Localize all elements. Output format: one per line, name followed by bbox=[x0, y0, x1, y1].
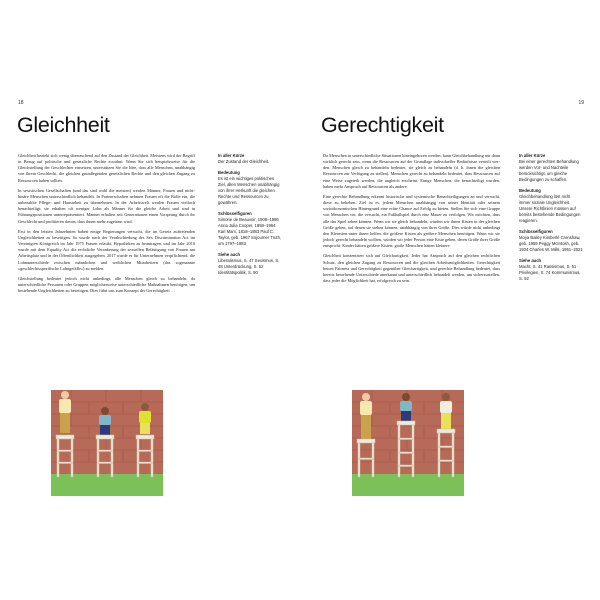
page-number: 18 bbox=[18, 100, 24, 106]
paragraph: Gleichheit bezieht sich wenig überraschend auf den Zustand der Gleichheit. Meistens wird der Begriff in Bezug auf politische und gesetzliche Rechte erwähnt. Wenn Sie sich beispielsweise für die Gleichstellung der Geschlechter einsetzen, unterstützen Sie die Idee, dass alle Menschen, unabhängig von ihrem Geschlecht, die gleichen grundlegenden gesetzlichen Rechte und den gleichen Zugang zu Ressourcen haben sollten. bbox=[18, 153, 195, 183]
equity-illustration bbox=[352, 388, 464, 496]
stool bbox=[397, 421, 415, 425]
sidebar-heading: Siehe auch bbox=[519, 258, 542, 263]
grass bbox=[352, 474, 464, 496]
sidebar-text: Bei einer gerechten Behandlung werden Vor- und Nachteile berücksichtigt, um gleiche Bedingungen zu schaffen. bbox=[519, 159, 579, 182]
stool bbox=[56, 435, 74, 439]
paragraph: Erst in den letzten Jahrzehnten haben einige Regierungen versucht, die im Gesetz auftretenden Ungleichheiten zu beseitigen. So wurde nach der Verabschiedung des Sex Discrimination Act im Vereinigten Königreich im Jahr 1975 Frauen erlaubt, Hypotheken zu beantragen, und im Jahr 2010 wurde mit dem Equality Act die rechtliche Verankerung der sexuellen Belästigung von Frauen am Arbeitsplatz und in der Öffentlichkeit ausgegeben. 2017 wurde es für Unternehmen verpflichtend, die Lohnunterschiede zwischen männlichen und weiblichen Mitarbeitern (das sogenannte »geschlechtsspezifische Lohngefälle«) zu melden. bbox=[18, 228, 195, 271]
paragraph: In sexistischen Gesellschaften (und das sind wohl die meisten) werden Männer, Frauen und nicht-binäre Menschen unterschiedlich behandelt. In Partnerschaften nehmen Frauen oft die Rolle ein, die unbezahlte Pflege- und Hausarbeit zu übernehmen. In der Arbeitswelt werden Frauen vielfach benachteiligt; sie erhalten oft weniger Lohn als Männer für die gleiche Arbeit und sind in Führungspositionen unterrepräsentiert. Männer erhalten seit Generationen einen Vorsprung durch ihr Geschlecht und profitieren davon, dass ihnen mehr zugetraut wird. bbox=[18, 187, 195, 224]
sidebar-heading: In aller Kürze bbox=[218, 153, 245, 158]
page-number: 19 bbox=[578, 100, 584, 106]
sidebar-text: Es ist ein wichtiges politisches Ziel, allen Menschen unabhängig von ihrer Herkunft die gleichen Rechte und Ressourcen zu gewähren. bbox=[218, 176, 280, 205]
paragraph: Da Menschen in unterschiedliche Situationen hineingeboren werden, kann Gleichbehandlung nur dann wirklich gerecht sein, wenn die Ressourcen auf der Grundlage individueller Bedürfnisse verteilt werden. Menschen gleich zu behandeln bedeutet, sie gleich zu behandeln (d. h. ihnen die gleichen Ressourcen zur Verfügung zu stellen). Menschen gerecht zu behandeln bedeutet, dass Ressourcen auf eine Weise zugeteilt werden, die ungleich erscheint. Einige Menschen, die benachteiligt wurden, haben mehr Anspruch auf Ressourcen als andere. bbox=[323, 153, 500, 189]
sidebar-heading: Bedeutung bbox=[519, 188, 541, 193]
grass bbox=[51, 474, 163, 496]
stool bbox=[437, 429, 455, 433]
sidebar-heading: Bedeutung bbox=[218, 170, 240, 175]
equality-illustration bbox=[51, 388, 163, 496]
stool bbox=[357, 439, 375, 443]
sidebar-heading: Schlüsselfiguren bbox=[218, 211, 252, 216]
page-title: Gerechtigkeit bbox=[321, 113, 444, 137]
body-text bbox=[323, 153, 500, 288]
sidebar-heading: Schlüsselfiguren bbox=[519, 229, 553, 234]
right-page bbox=[300, 0, 600, 600]
sidebar bbox=[218, 153, 282, 281]
paragraph: Gleichheit konzentriert sich auf Gleichartigkeit. Jeder hat Anspruch auf den gleichen rechtlichen Schutz, den gleichen Zugang zu Ressourcen und die gleichen Arbeitsmöglichkeiten. Gerechtigkeit betont Fairness und Gerechtigkeit gegenüber Gleichartigkeit, und gerechte Behandlung bedeutet, dass bereits bestehende Unterschiede anerkannt und unterschiedlich behandelt werden, um sicherzustellen, dass jeder die Möglichkeit hat, erfolgreich zu sein. bbox=[323, 253, 500, 283]
sidebar bbox=[519, 153, 583, 287]
sidebar-text: Der Zustand der Gleichheit. bbox=[218, 159, 270, 164]
sidebar-text: Simone de Beauvoir, 1908–1986 Anna Julia Cooper, 1858–1964 Karl Marx, 1818–1883 Paul C. Taylor, geb. 1967 Sojourner Truth, um 1797–1883 bbox=[218, 217, 282, 246]
stool bbox=[136, 435, 154, 439]
sidebar-heading: In aller Kürze bbox=[519, 153, 546, 158]
sidebar-heading: Siehe auch bbox=[218, 252, 241, 257]
page-title: Gleichheit bbox=[17, 113, 110, 137]
body-text bbox=[18, 153, 195, 298]
sidebar-text: Gleichbehandlung löst nicht immer soziale Ungleichheit. Unsere Richtlinien müssen auf bereits bestehende Bedingungen reagieren. bbox=[519, 194, 581, 223]
stool bbox=[96, 435, 114, 439]
sidebar-text: Macht, S. 41 Rassismus, S. 51 Privilegien, S. 74 Kommunismus, S. 92 bbox=[519, 264, 581, 281]
sidebar-text: Moya Bailey Kimberlé Crenshaw, geb. 1959 Peggy McIntosh, geb. 1934 Charles W. Mills, 1951–2021 bbox=[519, 235, 583, 252]
sidebar-text: Liberalismus, S. 47 Sexismus, S. 48 Unterdrückung, S. 52 Identitätspolitik, S. 90 bbox=[218, 258, 280, 275]
paragraph: Gleichstellung bedeutet jedoch nicht unbedingt, alle Menschen gleich zu behandeln, da unterschiedliche Personen oder Gruppen möglicherweise unterschiedliche Maßnahmen benötigen, um bestehende Ungleichheiten zu beseitigen. Dies führt uns zum Konzept der Gerechtigkeit … bbox=[18, 275, 195, 294]
paragraph: Eine gerechte Behandlung erkennt historische und systemische Benachteiligungen an und versucht, diese zu beheben. Ziel ist es, jedem Menschen unabhängig von seiner Identität oder seinem sozioökonomischen Hintergrund eine echte Chance auf Erfolg zu bieten. Stellen Sie sich eine Gruppe von Menschen vor, die versucht, ein Fußballspiel durch eine Mauer zu verfolgen. Wir möchten, dass alle das Spiel sehen können. Wenn wir sie gleich behandeln, würden wir ihnen Kisten in der gleichen Größe geben, auf denen sie stehen können, unabhängig von ihrer Größe. Dies würde nicht unbedingt den Kleinsten unter ihnen helfen, die größere Kisten als größere Menschen benötigen. Wenn wir sie jedoch gerecht behandeln wollten, würden wir jeder Person eine Kiste geben, deren Größe ihrer Größe entspricht: Kinder hätten größere Kisten; große Menschen hätten kleinere. bbox=[323, 193, 500, 249]
